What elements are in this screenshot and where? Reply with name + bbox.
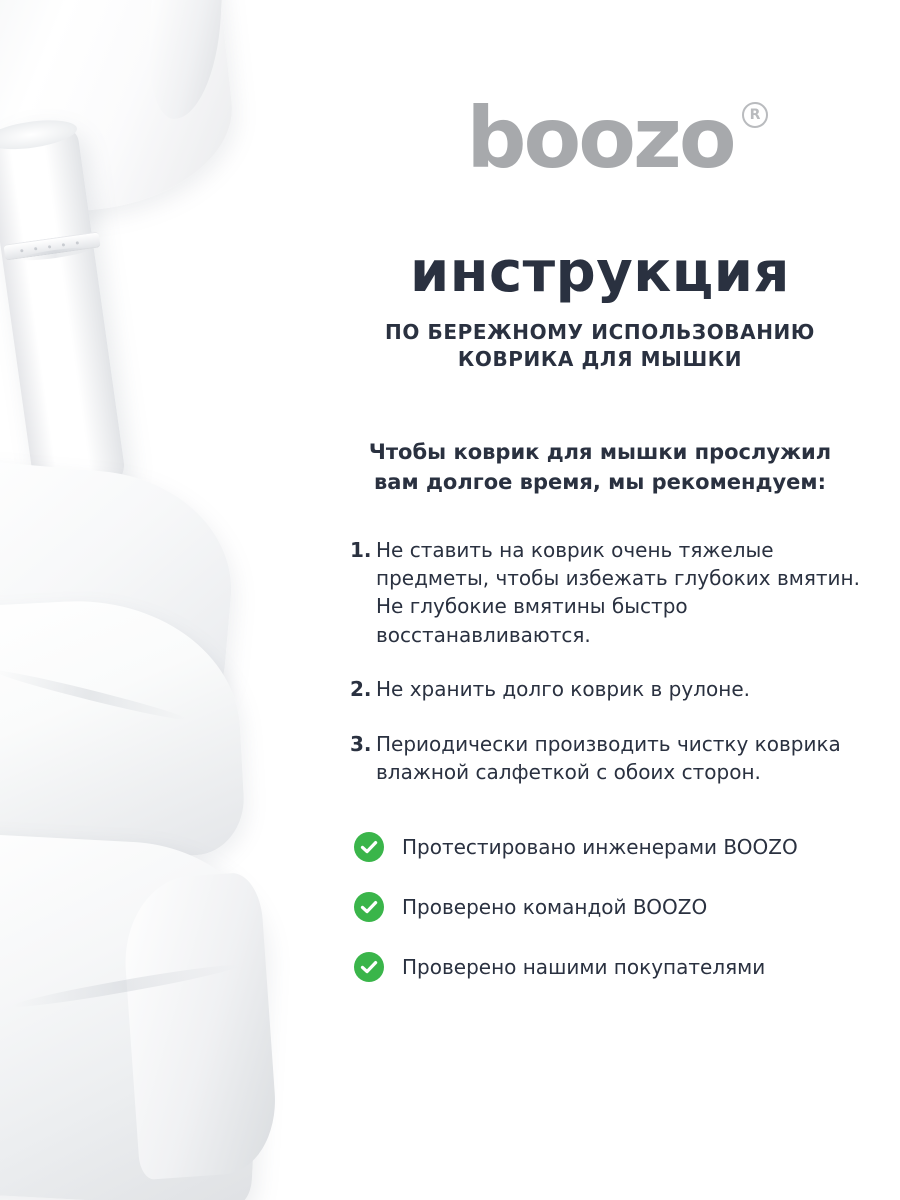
brand-logo-text: boozo	[466, 89, 734, 187]
list-item	[350, 675, 860, 703]
product-photo-collage	[0, 0, 300, 1200]
list-item-number: 2.	[350, 677, 372, 702]
list-item	[354, 832, 860, 862]
assurance-list	[340, 832, 860, 982]
check-circle-icon	[354, 892, 384, 922]
assurance-label: Проверено нашими покупателями	[402, 955, 766, 980]
list-item-text: Периодически производить чистку коврика влажной салфеткой с обоих сторон.	[376, 731, 841, 785]
instruction-content	[300, 0, 900, 1200]
assurance-label: Проверено командой BOOZO	[402, 895, 708, 920]
page-subtitle-line2: КОВРИКА ДЛЯ МЫШКИ	[457, 346, 743, 371]
list-item-text: Не хранить долго коврик в рулоне.	[376, 677, 750, 702]
check-circle-icon	[354, 952, 384, 982]
brand-logo	[340, 89, 860, 206]
page-subtitle	[340, 319, 860, 373]
page-title: инструкция	[410, 240, 790, 305]
list-item-number: 3.	[350, 731, 372, 756]
list-item	[350, 730, 860, 787]
list-item	[354, 892, 860, 922]
check-circle-icon	[354, 832, 384, 862]
mousepad-photo-bottom	[0, 831, 269, 1200]
assurance-label: Протестировано инженерами BOOZO	[402, 835, 798, 860]
list-item-text: Не ставить на коврик очень тяжелые предметы, чтобы избежать глубоких вмятин. Не глубокие вмятины быстро восстанавливаются.	[376, 537, 860, 647]
list-item-number: 1.	[350, 537, 372, 562]
registered-trademark-icon: R	[742, 102, 768, 128]
page-subtitle-line1: ПО БЕРЕЖНОМУ ИСПОЛЬЗОВАНИЮ	[385, 319, 815, 344]
recommendation-list	[340, 536, 860, 787]
list-item	[354, 952, 860, 982]
lead-paragraph: Чтобы коврик для мышки прослужил вам долгое время, мы рекомендуем:	[368, 439, 832, 495]
list-item	[350, 536, 860, 650]
